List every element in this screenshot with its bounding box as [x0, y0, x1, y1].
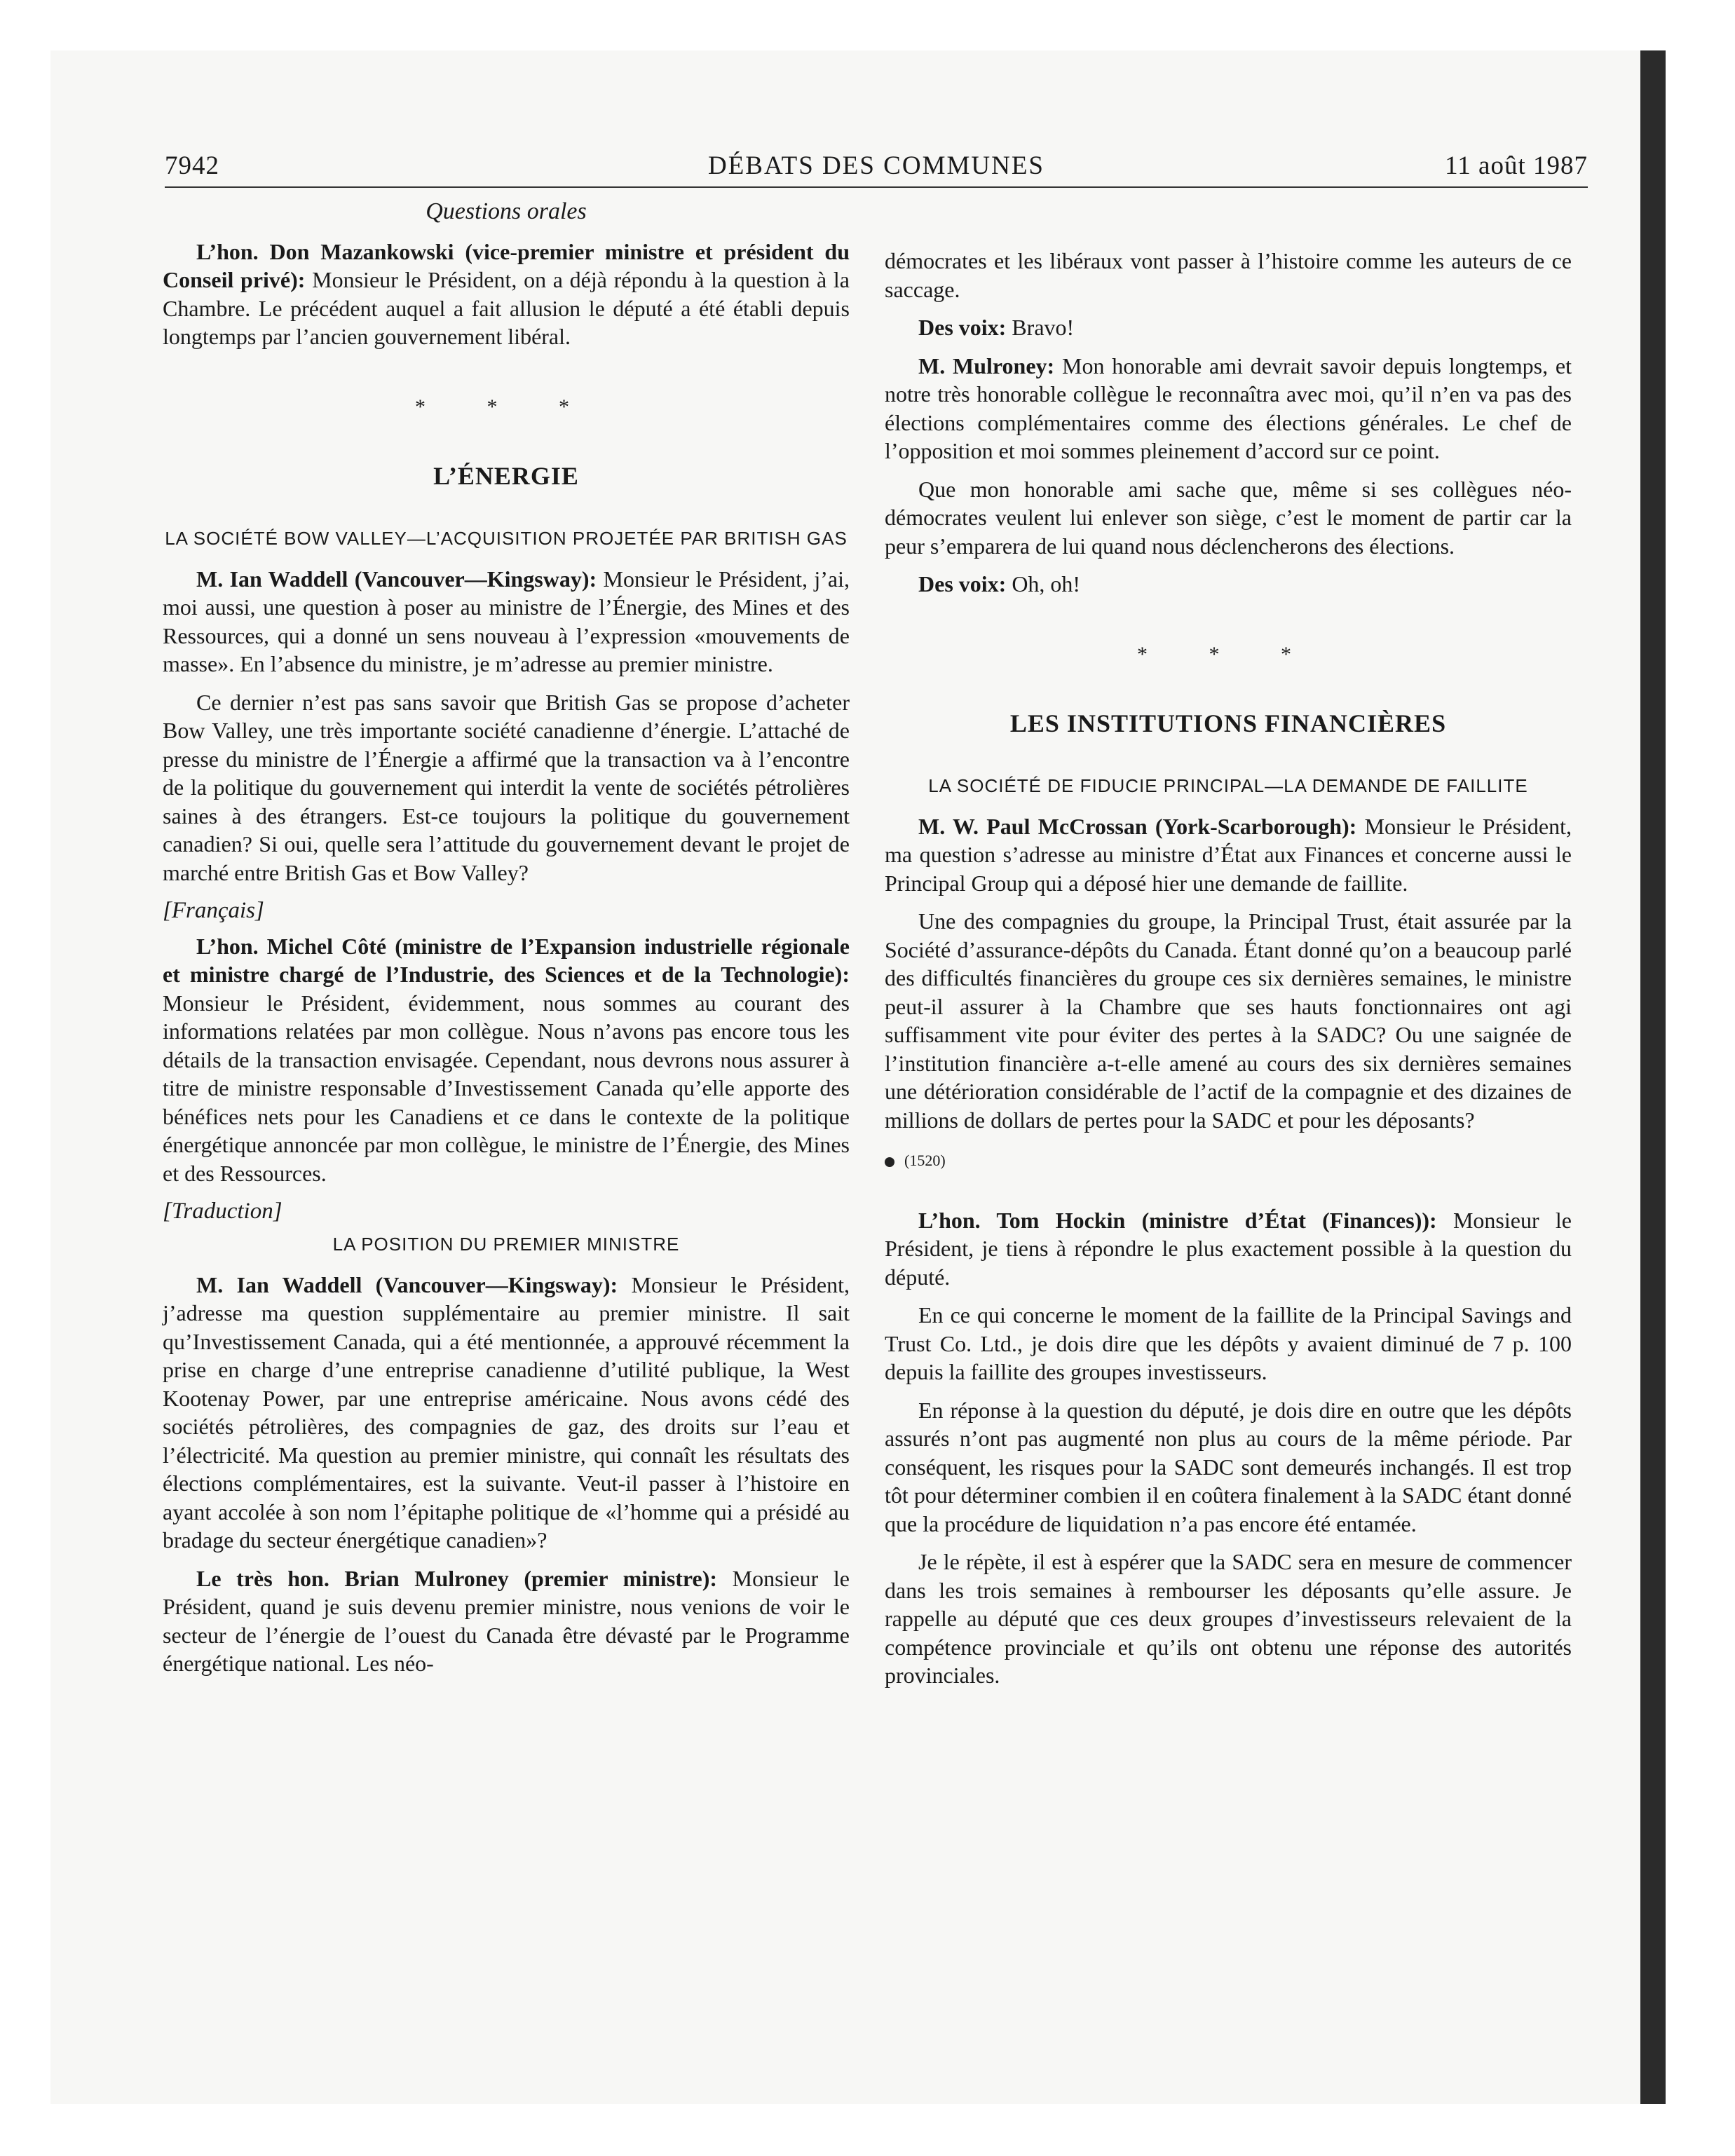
- speaker: Des voix:: [918, 315, 1007, 340]
- paragraph: [163, 932, 850, 1188]
- section-separator: * * *: [415, 395, 597, 418]
- language-tag: [Traduction]: [163, 1199, 283, 1224]
- subheading: LA POSITION DU PREMIER MINISTRE: [332, 1233, 680, 1255]
- paragraph: démocrates et les libéraux vont passer à l’histoire comme les auteurs de ce saccage.: [885, 248, 1572, 302]
- paragraph: Ce dernier n’est pas sans savoir que British Gas se propose d’acheter Bow Valley, une très importante société canadienne d’énergie. L’attaché de presse du ministre de l’Énergie a affirmé que la transaction va à l’encontre de la politique du gouvernement qui interdit la vente de sociétés pétrolières saines à des étrangers. Est-ce toujours la politique du gouvernement canadien? Si oui, quelle sera l’attitude du gouvernement devant le projet de marché entre British Gas et Bow Valley?: [163, 689, 850, 885]
- speaker: L’hon. Michel Côté (ministre de l’Expansion industrielle régionale et ministre chargé de l’Industrie, des Sciences et de la Technologie):: [163, 933, 850, 987]
- speech: Monsieur le Président, évidemment, nous sommes au courant des informations relatées par mon collègue. Nous n’avons pas encore tous les détails de la transaction envisagée. Cependant, nous devrons nous assurer à titre de ministre responsable d’Investissement Canada qu’elle apporte des bénéfices nets pour les Canadiens et ce dans le contexte de la politique énergétique annoncée par mon collègue, le ministre de l’Énergie, des Mines et des Ressources.: [163, 990, 850, 1186]
- bullet-icon: [885, 1157, 894, 1167]
- speaker: L’hon. Don Mazankowski (vice-premier ministre et président du Conseil privé):: [163, 238, 850, 292]
- binding-edge: [1640, 50, 1666, 2104]
- paragraph: Une des compagnies du groupe, la Principal Trust, était assurée par la Société d’assurance-dépôts du Canada. Étant donné qu’on a beaucoup parlé des difficultés financières du groupe ces six dernières semaines, le ministre peut-il assurer à la Chambre que ses hauts fonctionnaires ont agi suffisamment vite pour éviter des pertes à la SADC? Ou une saignée de l’institution financière a-t-elle amené au cours des six dernières semaines une détérioration considérable de l’actif de la compagnie et des dizaines de millions de dollars de pertes pour la SADC et pour les déposants?: [885, 908, 1572, 1133]
- section-separator: * * *: [1137, 642, 1319, 666]
- paragraph: [163, 565, 850, 678]
- page-header: [165, 147, 1588, 188]
- time-marker: [885, 1147, 1572, 1175]
- paragraph: [885, 313, 1572, 342]
- publication-date: 11 août 1987: [1445, 151, 1588, 180]
- paragraph: [885, 352, 1572, 465]
- subheading: LA SOCIÉTÉ DE FIDUCIE PRINCIPAL—LA DEMANDE DE FAILLITE: [928, 775, 1528, 796]
- paragraph: En réponse à la question du député, je dois dire en outre que les dépôts assurés n’ont pas augmenté non plus au cours de la même période. Par conséquent, les risques pour la SADC sont demeurés inchangés. Il est trop tôt pour déterminer combien il en coûtera finalement à la SADC étant donné que la procédure de liquidation n’a pas encore été entamée.: [885, 1397, 1572, 1536]
- time-marker-label: (1520): [904, 1152, 946, 1169]
- speech: Monsieur le Président, je tiens à répondre le plus exactement possible à la question du député.: [885, 1207, 1572, 1290]
- section-heading: L’ÉNERGIE: [433, 462, 579, 490]
- paragraph: [163, 1271, 850, 1555]
- speech: Mon honorable ami devrait savoir depuis longtemps, et notre très honorable collègue le reconnaîtra avec moi, qu’il n’en va pas des élections complémentaires comme des élections générales. Le chef de l’opposition et moi sommes pleinement d’accord sur ce point.: [885, 353, 1572, 463]
- language-tag: [Français]: [163, 898, 264, 923]
- speaker: Le très hon. Brian Mulroney (premier ministre):: [196, 1565, 718, 1591]
- speech: Oh, oh!: [1006, 571, 1081, 596]
- paragraph: [885, 1206, 1572, 1292]
- speech: Bravo!: [1006, 315, 1075, 340]
- right-column: [885, 247, 1572, 1700]
- page-number: 7942: [165, 151, 219, 180]
- speech: Monsieur le Président, ma question s’adresse au ministre d’État aux Finances et concerne aussi le Principal Group qui a déposé hier une demande de faillite.: [885, 813, 1572, 896]
- paragraph: [885, 812, 1572, 898]
- speech: Monsieur le Président, quand je suis devenu premier ministre, nous venions de voir le secteur de l’énergie de l’ouest du Canada être dévasté par le Programme énergétique national. Les néo-: [163, 1565, 850, 1676]
- speaker: M. Ian Waddell (Vancouver—Kingsway):: [196, 1271, 618, 1297]
- speaker: M. W. Paul McCrossan (York-Scarborough):: [918, 813, 1357, 839]
- paragraph: Que mon honorable ami sache que, même si ses collègues néo-démocrates veulent lui enlever son siège, c’est le moment de partir car la peur s’emparera de lui quand nous déclencherons des élections.: [885, 476, 1572, 559]
- speaker: M. Mulroney:: [918, 353, 1055, 378]
- speech: Monsieur le Président, on a déjà répondu à la question à la Chambre. Le précédent auquel a fait allusion le député a été établi depuis longtemps par l’ancien gouvernement libéral.: [163, 267, 850, 349]
- paragraph: En ce qui concerne le moment de la faillite de la Principal Savings and Trust Co. Ltd., je dois dire que les dépôts y avaient diminué de 7 p. 100 depuis la faillite des groupes investisseurs.: [885, 1302, 1572, 1384]
- speaker: L’hon. Tom Hockin (ministre d’État (Finances)):: [918, 1207, 1437, 1233]
- speech: Monsieur le Président, j’adresse ma question supplémentaire au premier ministre. Il sait qu’Investissement Canada, qui a été mentionnée, a approuvé récemment la prise en charge d’une entreprise canadienne d’utilité publique, la West Kootenay Power, par une entreprise américaine. Nous avons cédé des sociétés pétrolières, des compagnies de gaz, des droits sur l’eau et l’électricité. Ma question au premier ministre, qui connaît les résultats des élections complémentaires, est la suivante. Veut-il passer à l’histoire en ayant accolée à son nom l’épitaphe politique de «l’homme qui a présidé au bradage du secteur énergétique canadien»?: [163, 1271, 850, 1553]
- speaker: M. Ian Waddell (Vancouver—Kingsway):: [196, 566, 597, 592]
- left-column: [163, 198, 850, 1688]
- paragraph: [163, 1564, 850, 1678]
- paragraph: Je le répète, il est à espérer que la SADC sera en mesure de commencer dans les trois semaines à rembourser les déposants qu’elle assure. Je rappelle au député que ces deux groupes d’investisseurs relevaient de la compétence provinciale et qu’ils ont obtenu une réponse des autorités provinciales.: [885, 1549, 1572, 1688]
- publication-title: DÉBATS DES COMMUNES: [707, 151, 1045, 180]
- rubric: Questions orales: [426, 198, 587, 224]
- section-heading: LES INSTITUTIONS FINANCIÈRES: [1009, 709, 1447, 737]
- speaker: Des voix:: [918, 571, 1007, 596]
- subheading: LA SOCIÉTÉ BOW VALLEY—L’ACQUISITION PROJETÉE PAR BRITISH GAS: [165, 527, 848, 549]
- paragraph: [885, 570, 1572, 599]
- speech: Monsieur le Président, j’ai, moi aussi, une question à poser au ministre de l’Énergie, des Mines et des Ressources, qui a donné un sens nouveau à l’expression «mouvements de masse». En l’absence du ministre, je m’adresse au premier ministre.: [163, 566, 850, 676]
- paragraph: [163, 238, 850, 351]
